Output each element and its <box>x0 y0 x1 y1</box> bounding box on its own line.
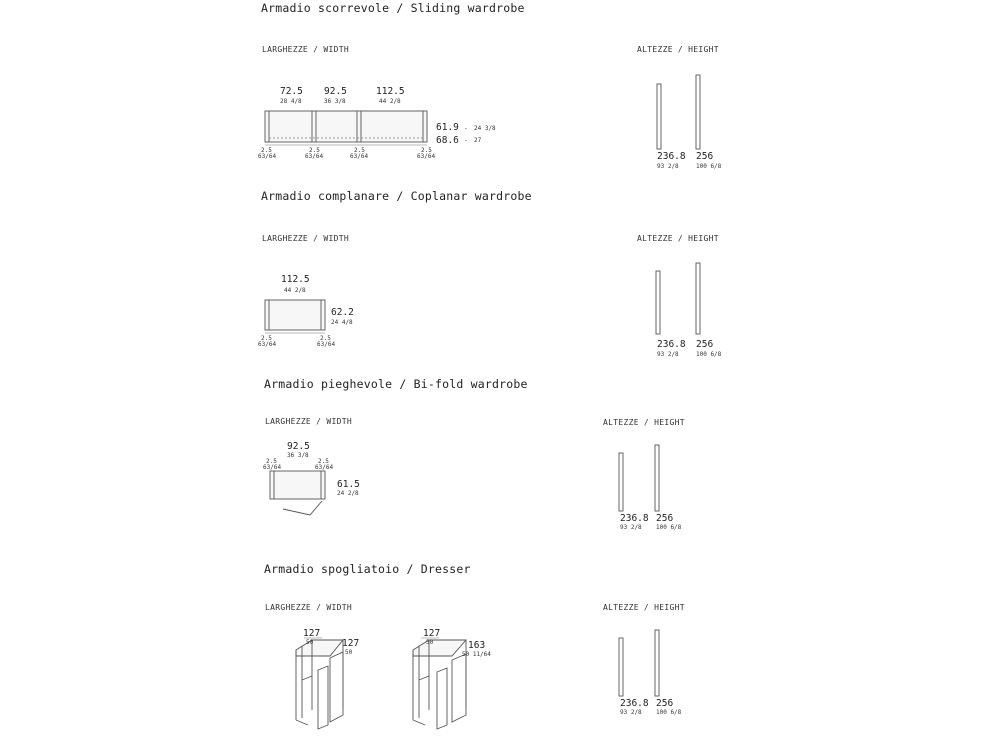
sliding-side-4-in: 63/64 <box>417 153 436 160</box>
sliding-height-1-cm: 236.8 <box>657 151 686 162</box>
sliding-depth-a-in: 24 3/8 <box>474 125 496 132</box>
dresser-unit-1-width-cm: 127 <box>303 628 321 639</box>
dresser-height-bar-1 <box>619 638 623 696</box>
sliding-height-2-in: 100 6/8 <box>696 163 722 170</box>
coplanar-side-1-cm: 2.5 <box>261 335 272 342</box>
dresser-unit-2-width-in: 50 <box>426 639 434 646</box>
bifold-depth-cm: 61.5 <box>337 479 360 490</box>
bifold-width-cm: 92.5 <box>287 441 310 452</box>
bifold-width-in: 36 3/8 <box>287 452 309 459</box>
sliding-depth-a-cm: 61.9 <box>436 122 459 133</box>
sliding-side-1-in: 63/64 <box>258 153 277 160</box>
sliding-width-1-in: 28 4/8 <box>280 98 302 105</box>
dresser-unit-2-depth-cm: 163 <box>468 640 486 651</box>
dresser-unit-2-depth-in: 50 11/64 <box>462 651 491 658</box>
dresser-unit-1-depth-in: 50 <box>345 649 353 656</box>
sliding-height-2-cm: 256 <box>696 151 714 162</box>
bifold-plan-drawing <box>270 471 325 515</box>
dresser-height-1-in: 93 2/8 <box>620 709 642 716</box>
sliding-width-label: LARGHEZZE / WIDTH <box>262 45 349 54</box>
sliding-side-1-cm: 2.5 <box>261 147 272 154</box>
bifold-height-label: ALTEZZE / HEIGHT <box>603 418 685 427</box>
bifold-side-1-cm: 2.5 <box>266 458 277 465</box>
dresser-unit-2-drawing <box>413 638 466 729</box>
coplanar-width-label: LARGHEZZE / WIDTH <box>262 234 349 243</box>
coplanar-depth-in: 24 4/8 <box>331 319 353 326</box>
sliding-width-1-cm: 72.5 <box>280 86 303 97</box>
coplanar-side-2-in: 63/64 <box>317 341 336 348</box>
sliding-depth-a-dash: - <box>464 125 468 132</box>
sliding-side-3-in: 63/64 <box>350 153 369 160</box>
sliding-side-4-cm: 2.5 <box>421 147 432 154</box>
bifold-side-2-in: 63/64 <box>315 464 334 471</box>
sliding-depth-b-dash: - <box>464 137 468 144</box>
coplanar-plan-drawing <box>265 300 325 333</box>
dresser-unit-1-depth-cm: 127 <box>342 638 360 649</box>
sliding-height-label: ALTEZZE / HEIGHT <box>637 45 719 54</box>
dresser-height-bar-2 <box>655 630 659 696</box>
sliding-side-2-cm: 2.5 <box>309 147 320 154</box>
bifold-height-bar-1 <box>619 453 623 511</box>
coplanar-height-bar-1 <box>656 271 660 334</box>
sliding-width-3-cm: 112.5 <box>376 86 405 97</box>
bifold-side-1-in: 63/64 <box>263 464 282 471</box>
coplanar-side-1-in: 63/64 <box>258 341 277 348</box>
bifold-depth-in: 24 2/8 <box>337 490 359 497</box>
sliding-side-3-cm: 2.5 <box>354 147 365 154</box>
dresser-height-label: ALTEZZE / HEIGHT <box>603 603 685 612</box>
coplanar-width-cm: 112.5 <box>281 274 310 285</box>
coplanar-side-2-cm: 2.5 <box>320 335 331 342</box>
sliding-title: Armadio scorrevole / Sliding wardrobe <box>261 1 525 15</box>
sliding-width-2-cm: 92.5 <box>324 86 347 97</box>
coplanar-title: Armadio complanare / Coplanar wardrobe <box>261 189 532 203</box>
sliding-depth-b-in: 27 <box>474 137 482 144</box>
coplanar-height-1-in: 93 2/8 <box>657 351 679 358</box>
dresser-height-1-cm: 236.8 <box>620 698 649 709</box>
dresser-title: Armadio spogliatoio / Dresser <box>264 562 471 576</box>
bifold-height-1-cm: 236.8 <box>620 513 649 524</box>
dresser-unit-2-width-cm: 127 <box>423 628 441 639</box>
bifold-title: Armadio pieghevole / Bi-fold wardrobe <box>264 377 528 391</box>
bifold-width-label: LARGHEZZE / WIDTH <box>265 417 352 426</box>
dresser-width-label: LARGHEZZE / WIDTH <box>265 603 352 612</box>
dresser-unit-1-drawing <box>296 638 343 729</box>
coplanar-height-label: ALTEZZE / HEIGHT <box>637 234 719 243</box>
sliding-plan-drawing <box>265 111 427 145</box>
bifold-height-2-in: 100 6/8 <box>656 524 682 531</box>
dresser-height-2-in: 100 6/8 <box>656 709 682 716</box>
coplanar-height-2-cm: 256 <box>696 339 714 350</box>
coplanar-height-1-cm: 236.8 <box>657 339 686 350</box>
sliding-width-3-in: 44 2/8 <box>379 98 401 105</box>
bifold-height-bar-2 <box>655 445 659 511</box>
coplanar-height-bar-2 <box>696 263 700 334</box>
dresser-height-2-cm: 256 <box>656 698 674 709</box>
coplanar-depth-cm: 62.2 <box>331 307 354 318</box>
bifold-side-2-cm: 2.5 <box>318 458 329 465</box>
coplanar-height-2-in: 100 6/8 <box>696 351 722 358</box>
sliding-side-2-in: 63/64 <box>305 153 324 160</box>
sliding-depth-b-cm: 68.6 <box>436 135 459 146</box>
coplanar-width-in: 44 2/8 <box>284 287 306 294</box>
dresser-unit-1-width-in: 50 <box>306 639 314 646</box>
sliding-height-bar-2 <box>696 75 700 149</box>
sliding-height-bar-1 <box>657 84 661 149</box>
sliding-width-2-in: 36 3/8 <box>324 98 346 105</box>
bifold-height-2-cm: 256 <box>656 513 674 524</box>
bifold-height-1-in: 93 2/8 <box>620 524 642 531</box>
sliding-height-1-in: 93 2/8 <box>657 163 679 170</box>
